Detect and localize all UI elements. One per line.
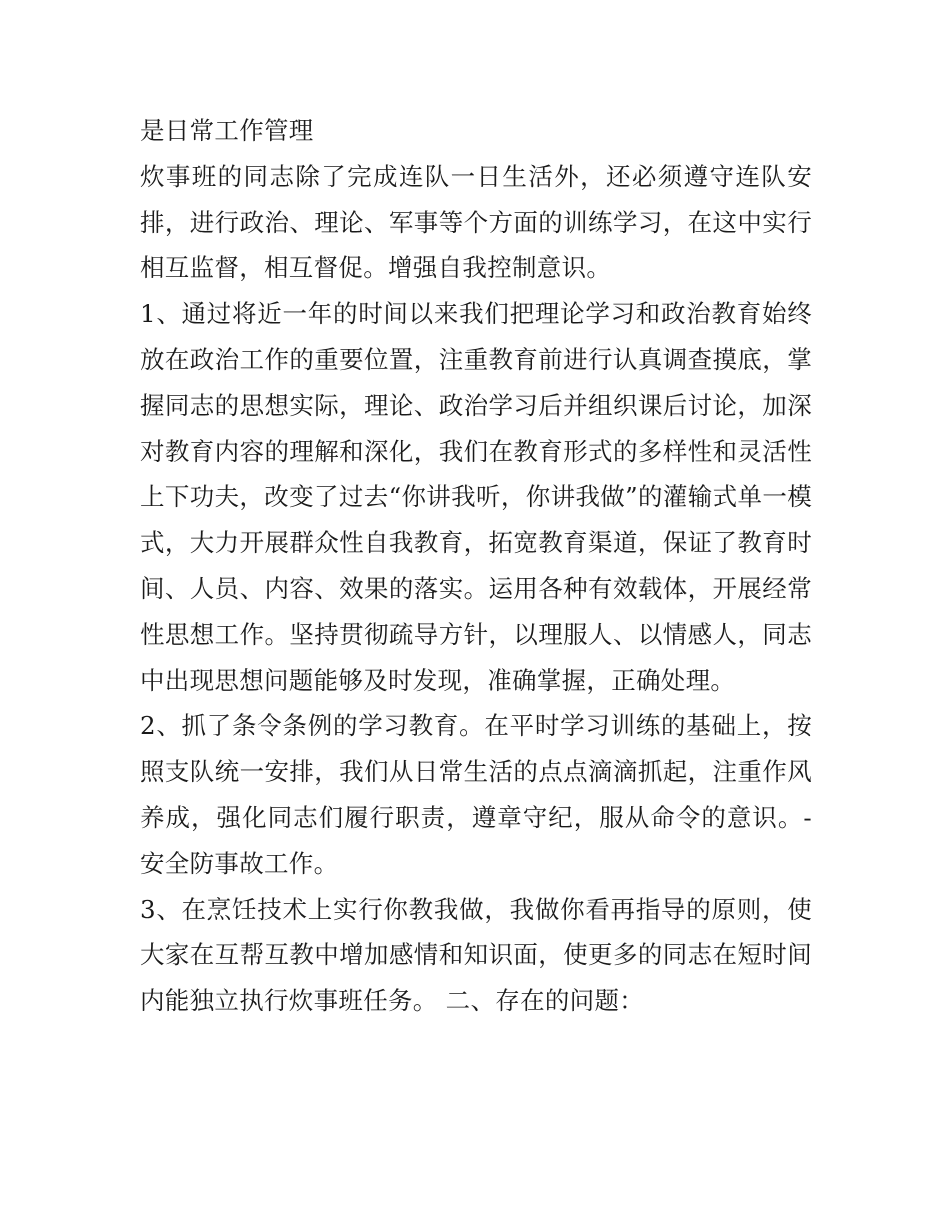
text-line: 炊事班的同志除了完成连队一日生活外，还必须遵守连队安	[140, 161, 812, 191]
text-line: 大家在互帮互教中增加感情和知识面，使更多的同志在短时间	[140, 940, 812, 970]
text-line: 养成，强化同志们履行职责，遵章守纪，服从命令的意识。-	[140, 802, 812, 832]
text-line: 照支队统一安排，我们从日常生活的点点滴滴抓起，注重作风	[140, 757, 812, 787]
text-line: 相互监督，相互督促。增强自我控制意识。	[140, 253, 612, 283]
text-line: 中出现思想问题能够及时发现，准确掌握，正确处理。	[140, 665, 736, 695]
document-body	[140, 108, 812, 1024]
text-line: 式，大力开展群众性自我教育，拓宽教育渠道，保证了教育时	[140, 528, 812, 558]
text-line: 放在政治工作的重要位置，注重教育前进行认真调查摸底，掌	[140, 344, 812, 374]
text-line: 间、人员、内容、效果的落实。运用各种有效载体，开展经常	[140, 573, 812, 603]
text-line: 内能独立执行炊事班任务。 二、存在的问题：	[140, 986, 645, 1016]
text-line: 对教育内容的理解和深化，我们在教育形式的多样性和灵活性	[140, 436, 812, 466]
text-line: 性思想工作。坚持贯彻疏导方针，以理服人、以情感人，同志	[140, 619, 812, 649]
text-line: 3、在烹饪技术上实行你教我做，我做你看再指导的原则，使	[140, 894, 812, 924]
text-line: 是日常工作管理	[140, 116, 314, 145]
text-line: 握同志的思想实际，理论、政治学习后并组织课后讨论，加深	[140, 390, 812, 420]
text-line: 排，进行政治、理论、军事等个方面的训练学习，在这中实行	[140, 207, 812, 237]
text-line: 2、抓了条令条例的学习教育。在平时学习训练的基础上，按	[140, 711, 812, 741]
text-line: 1、通过将近一年的时间以来我们把理论学习和政治教育始终	[140, 299, 812, 329]
text-line: 安全防事故工作。	[140, 848, 339, 878]
text-line: 上下功夫，改变了过去“你讲我听，你讲我做”的灌输式单一模	[140, 482, 812, 512]
